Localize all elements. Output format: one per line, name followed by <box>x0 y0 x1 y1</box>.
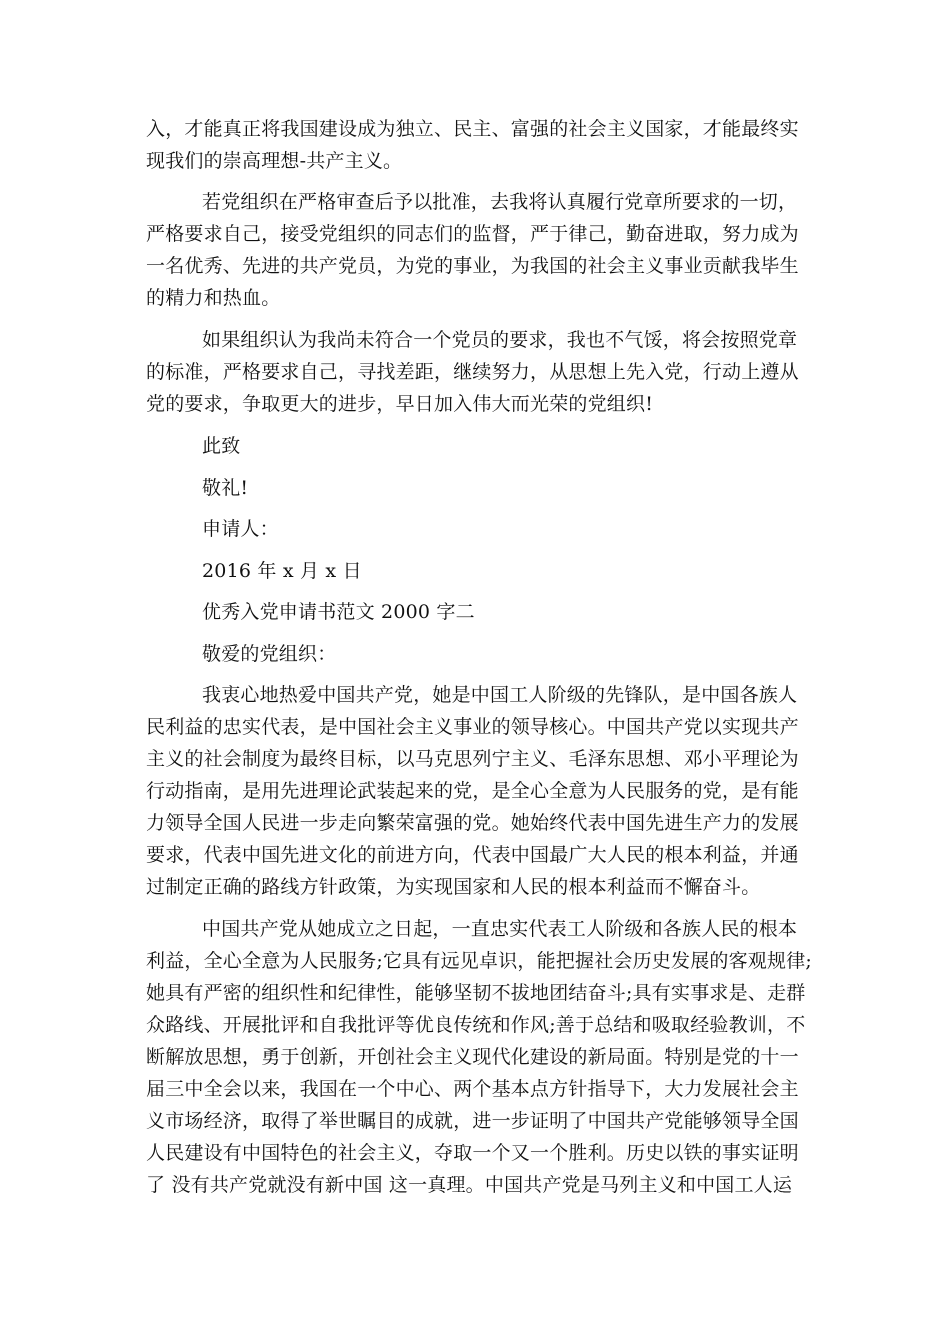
text-line: 现我们的崇高理想-共产主义。 <box>146 150 403 172</box>
text-line: 众路线、开展批评和自我批评等优良传统和作风;善于总结和吸取经验教训，不 <box>146 1014 806 1036</box>
text-line: 一名优秀、先进的共产党员，为党的事业，为我国的社会主义事业贡献我毕生 <box>146 255 799 277</box>
applicant-label: 申请人： <box>202 518 279 540</box>
paragraph-first-line: 如果组织认为我尚未符合一个党员的要求，我也不气馁，将会按照党章 <box>202 329 798 351</box>
text-line: 力领导全国人民进一步走向繁荣富强的党。她始终代表中国先进生产力的发展 <box>146 812 799 834</box>
text-line: 义市场经济，取得了举世瞩目的成就，进一步证明了中国共产党能够领导全国 <box>146 1110 799 1132</box>
text-line: 党的要求，争取更大的进步，早日加入伟大而光荣的党组织! <box>146 393 654 415</box>
closing-phrase: 此致 <box>202 435 241 457</box>
text-line: 要求，代表中国先进文化的前进方向，代表中国最广大人民的根本利益，并通 <box>146 844 799 866</box>
text-line: 过制定正确的路线方针政策，为实现国家和人民的根本利益而不懈奋斗。 <box>146 876 761 898</box>
text-line: 了 没有共产党就没有新中国 这一真理。中国共产党是马列主义和中国工人运 <box>146 1174 793 1196</box>
greeting: 敬爱的党组织： <box>202 643 337 665</box>
text-line: 届三中全会以来，我国在一个中心、两个基本点方针指导下，大力发展社会主 <box>146 1078 799 1100</box>
text-line: 民利益的忠实代表，是中国社会主义事业的领导核心。中国共产党以实现共产 <box>146 716 799 738</box>
text-line: 主义的社会制度为最终目标，以马克思列宁主义、毛泽东思想、邓小平理论为 <box>146 748 799 770</box>
section-heading: 优秀入党申请书范文 2000 字二 <box>202 601 475 623</box>
text-line: 行动指南，是用先进理论武装起来的党，是全心全意为人民服务的党，是有能 <box>146 780 799 802</box>
text-line: 的精力和热血。 <box>146 287 281 309</box>
date-line: 2016 年 x 月 x 日 <box>202 560 362 582</box>
text-line: 的标准，严格要求自己，寻找差距，继续努力，从思想上先入党，行动上遵从 <box>146 361 799 383</box>
paragraph-first-line: 若党组织在严格审查后予以批准，去我将认真履行党章所要求的一切， <box>202 191 798 213</box>
paragraph-first-line: 我衷心地热爱中国共产党，她是中国工人阶级的先锋队，是中国各族人 <box>202 684 798 706</box>
text-line: 断解放思想，勇于创新，开创社会主义现代化建设的新局面。特别是党的十一 <box>146 1046 799 1068</box>
salutation: 敬礼! <box>202 477 249 499</box>
text-line: 她具有严密的组织性和纪律性，能够坚韧不拔地团结奋斗;具有实事求是、走群 <box>146 982 806 1004</box>
paragraph-first-line: 中国共产党从她成立之日起，一直忠实代表工人阶级和各族人民的根本 <box>202 918 798 940</box>
text-line: 入，才能真正将我国建设成为独立、民主、富强的社会主义国家，才能最终实 <box>146 118 799 140</box>
text-line: 人民建设有中国特色的社会主义，夺取一个又一个胜利。历史以铁的事实证明 <box>146 1142 799 1164</box>
text-line: 利益，全心全意为人民服务;它具有远见卓识，能把握社会历史发展的客观规律; <box>146 950 813 972</box>
text-line: 严格要求自己，接受党组织的同志们的监督，严于律己，勤奋进取，努力成为 <box>146 223 799 245</box>
